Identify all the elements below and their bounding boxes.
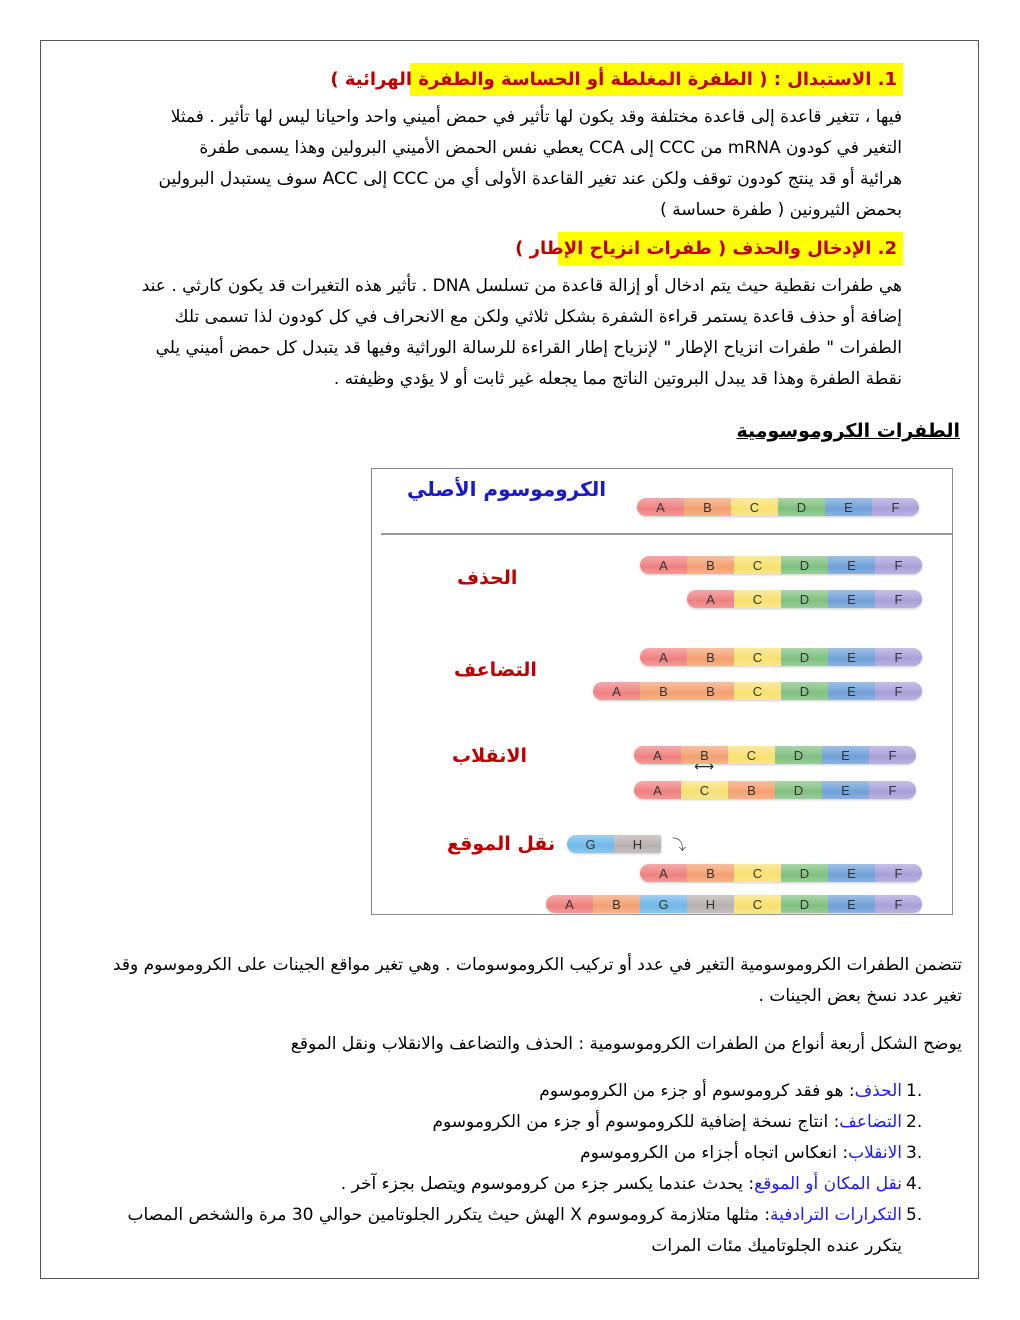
substitution-paragraph: [159, 102, 902, 226]
gene-band-B: B: [687, 648, 734, 666]
gene-band-A: A: [640, 648, 687, 666]
gene-band-F: F: [869, 746, 916, 764]
gene-band-F: F: [875, 864, 922, 882]
gene-band-A: A: [634, 781, 681, 799]
duplication-after-chromosome: [593, 682, 922, 700]
gene-band-F: F: [875, 648, 922, 666]
gene-band-D: D: [781, 556, 828, 574]
gene-band-B: B: [687, 864, 734, 882]
gene-band-F: F: [875, 682, 922, 700]
inversion-after-chromosome: [634, 781, 916, 799]
gene-band-A: A: [593, 682, 640, 700]
gene-band-D: D: [781, 648, 828, 666]
gene-band-D: D: [775, 746, 822, 764]
definition: : مثلها متلازمة كروموسوم X الهش حيث يتكرر الجلوتامين حوالي 30 مرة والشخص المصاب: [127, 1205, 771, 1225]
gene-band-B: B: [728, 781, 775, 799]
term: التكرارات الترادفية: [770, 1205, 902, 1225]
gene-band-E: E: [822, 781, 869, 799]
text-line: تتضمن الطفرات الكروموسومية التغير في عدد أو تركيب الكروموسومات . وهي تغير مواقع الجينات على الكروموسوم وقد: [112, 955, 962, 975]
deletion-label: الحذف: [457, 567, 518, 589]
definition: : انعكاس اتجاه أجزاء من الكروموسوم: [580, 1143, 849, 1163]
translocation-before-chromosome: [640, 864, 922, 882]
list-item: 1. الحذف : هو فقد كروموسوم أو جزء من الكروموسوم: [128, 1076, 903, 1107]
gene-band-D: D: [775, 781, 822, 799]
gene-band-G: G: [567, 835, 614, 853]
gene-band-H: H: [614, 835, 661, 853]
gene-band-G: G: [640, 895, 687, 913]
deletion-before-chromosome: [640, 556, 922, 574]
definition: : انتاج نسخة إضافية للكروموسوم أو جزء من الكروموسوم: [432, 1112, 840, 1132]
duplication-before-chromosome: [640, 648, 922, 666]
chromosome-mutation-diagram: [371, 468, 953, 915]
text-line: نقطة الطفرة وهذا قد يبدل البروتين الناتج مما يجعله غير ثابت أو لا يؤدي وظيفته .: [333, 369, 902, 389]
gene-band-F: F: [875, 590, 922, 608]
swap-arrow-icon: ⟷: [694, 759, 715, 775]
gene-band-A: A: [634, 746, 681, 764]
list-item: 4. نقل المكان أو الموقع : يحدث عندما يكسر جزء من كروموسوم ويتصل بجزء آخر .: [128, 1169, 903, 1200]
definition: : هو فقد كروموسوم أو جزء من الكروموسوم: [539, 1081, 855, 1101]
text-line: فيها ، تتغير قاعدة إلى قاعدة مختلفة وقد يكون لها تأثير في حمض أميني واحد واحيانا ليس لها تأثير . فمثلا: [170, 107, 902, 127]
list-item: 2. التضاعف : انتاج نسخة إضافية للكروموسوم أو جزء من الكروموسوم: [128, 1107, 903, 1138]
divider: [381, 533, 952, 535]
gene-band-E: E: [825, 498, 872, 516]
gene-band-B: B: [687, 682, 734, 700]
gene-band-D: D: [781, 590, 828, 608]
chromosomal-mutations-title: الطفرات الكروموسومية: [736, 420, 960, 442]
text-line: الطفرات " طفرات انزياح الإطار " لإنزياح إطار القراءة للرسالة الوراثية وفيها قد يتبدل كل حمض أميني يلي: [155, 338, 902, 358]
gene-band-C: C: [734, 590, 781, 608]
deletion-after-chromosome: [687, 590, 922, 608]
gene-band-A: A: [687, 590, 734, 608]
intro-paragraph: [113, 950, 962, 1012]
text-line: هرائية أو قد ينتج كودون توقف ولكن عند تغير القاعدة الأولى أي من CCC إلى ACC سوف يستبدل البرولين: [158, 169, 902, 189]
list-item: 5. التكرارات الترادفية : مثلها متلازمة كروموسوم X الهش حيث يتكرر الجلوتامين حوالي 30 مرة والشخص المصاب: [128, 1200, 903, 1231]
gene-band-D: D: [778, 498, 825, 516]
gene-band-D: D: [781, 682, 828, 700]
gene-band-H: H: [687, 895, 734, 913]
inversion-before-chromosome: [634, 746, 916, 764]
gene-band-B: B: [593, 895, 640, 913]
term: التضاعف: [839, 1112, 902, 1132]
gene-band-A: A: [640, 556, 687, 574]
frameshift-paragraph: [142, 271, 902, 395]
gene-band-C: C: [734, 648, 781, 666]
gene-band-A: A: [640, 864, 687, 882]
gene-band-D: D: [781, 895, 828, 913]
gene-band-C: C: [734, 682, 781, 700]
text-line: تغير عدد نسخ بعض الجينات .: [758, 986, 962, 1006]
inversion-label: الانقلاب: [452, 745, 527, 767]
gene-band-B: B: [687, 556, 734, 574]
gene-band-B: B: [640, 682, 687, 700]
text-line: التغير في كودون mRNA من CCC إلى CCA يعطي نفس الحمض الأميني البرولين وهذا يسمى طفرة: [199, 138, 902, 158]
gene-band-F: F: [875, 895, 922, 913]
translocation-label: نقل الموقع: [447, 833, 556, 855]
heading-insertion-deletion: 2. الإدخال والحذف ( طفرات انزياح الإطار ): [558, 232, 903, 265]
gene-band-E: E: [828, 682, 875, 700]
gene-band-C: C: [734, 864, 781, 882]
gene-band-C: C: [734, 556, 781, 574]
duplication-label: التضاعف: [454, 659, 537, 681]
gene-band-F: F: [875, 556, 922, 574]
text-line: إضافة أو حذف قاعدة يستمر قراءة الشفرة بشكل ثلاثي ولكن مع الانحراف في كل كودون لذا تسمى تلك: [174, 307, 902, 327]
gene-band-A: A: [637, 498, 684, 516]
translocation-fragment: [567, 835, 661, 853]
gene-band-C: C: [734, 895, 781, 913]
gene-band-C: C: [681, 781, 728, 799]
term: الانقلاب: [848, 1143, 902, 1163]
text-line: بحمض الثيرونين ( طفرة حساسة ): [660, 200, 902, 220]
translocation-after-chromosome: [546, 895, 922, 913]
term: نقل المكان أو الموقع: [754, 1174, 902, 1194]
gene-band-E: E: [828, 590, 875, 608]
definition: : يحدث عندما يكسر جزء من كروموسوم ويتصل بجزء آخر .: [340, 1174, 755, 1194]
gene-band-A: A: [546, 895, 593, 913]
curved-arrow-icon: ⤵: [672, 838, 686, 854]
mutation-types-list: [127, 1076, 923, 1262]
original-chromosome: [637, 498, 919, 516]
gene-band-F: F: [869, 781, 916, 799]
list-item: 3. الانقلاب : انعكاس اتجاه أجزاء من الكروموسوم: [128, 1138, 903, 1169]
gene-band-C: C: [728, 746, 775, 764]
text-line: هي طفرات نقطية حيث يتم ادخال أو إزالة قاعدة من تسلسل DNA . تأثير هذه التغيرات قد يكون كارثي . عند: [141, 276, 902, 296]
term: الحذف: [854, 1081, 902, 1101]
gene-band-D: D: [781, 864, 828, 882]
gene-band-E: E: [822, 746, 869, 764]
gene-band-E: E: [828, 895, 875, 913]
definition: يتكرر عنده الجلوتاميك مئات المرات: [651, 1236, 902, 1256]
gene-band-B: B: [681, 746, 728, 764]
figure-caption: يوضح الشكل أربعة أنواع من الطفرات الكروموسومية : الحذف والتضاعف والانقلاب ونقل الموقع: [290, 1034, 962, 1054]
original-chromosome-label: الكروموسوم الأصلي: [407, 477, 607, 501]
gene-band-E: E: [828, 556, 875, 574]
gene-band-B: B: [684, 498, 731, 516]
gene-band-E: E: [828, 864, 875, 882]
gene-band-C: C: [731, 498, 778, 516]
gene-band-F: F: [872, 498, 919, 516]
heading-substitution: 1. الاستبدال : ( الطفرة المغلطة أو الحساسة والطفرة الهرائية ): [410, 63, 903, 96]
gene-band-E: E: [828, 648, 875, 666]
list-item-continuation: [128, 1231, 903, 1262]
